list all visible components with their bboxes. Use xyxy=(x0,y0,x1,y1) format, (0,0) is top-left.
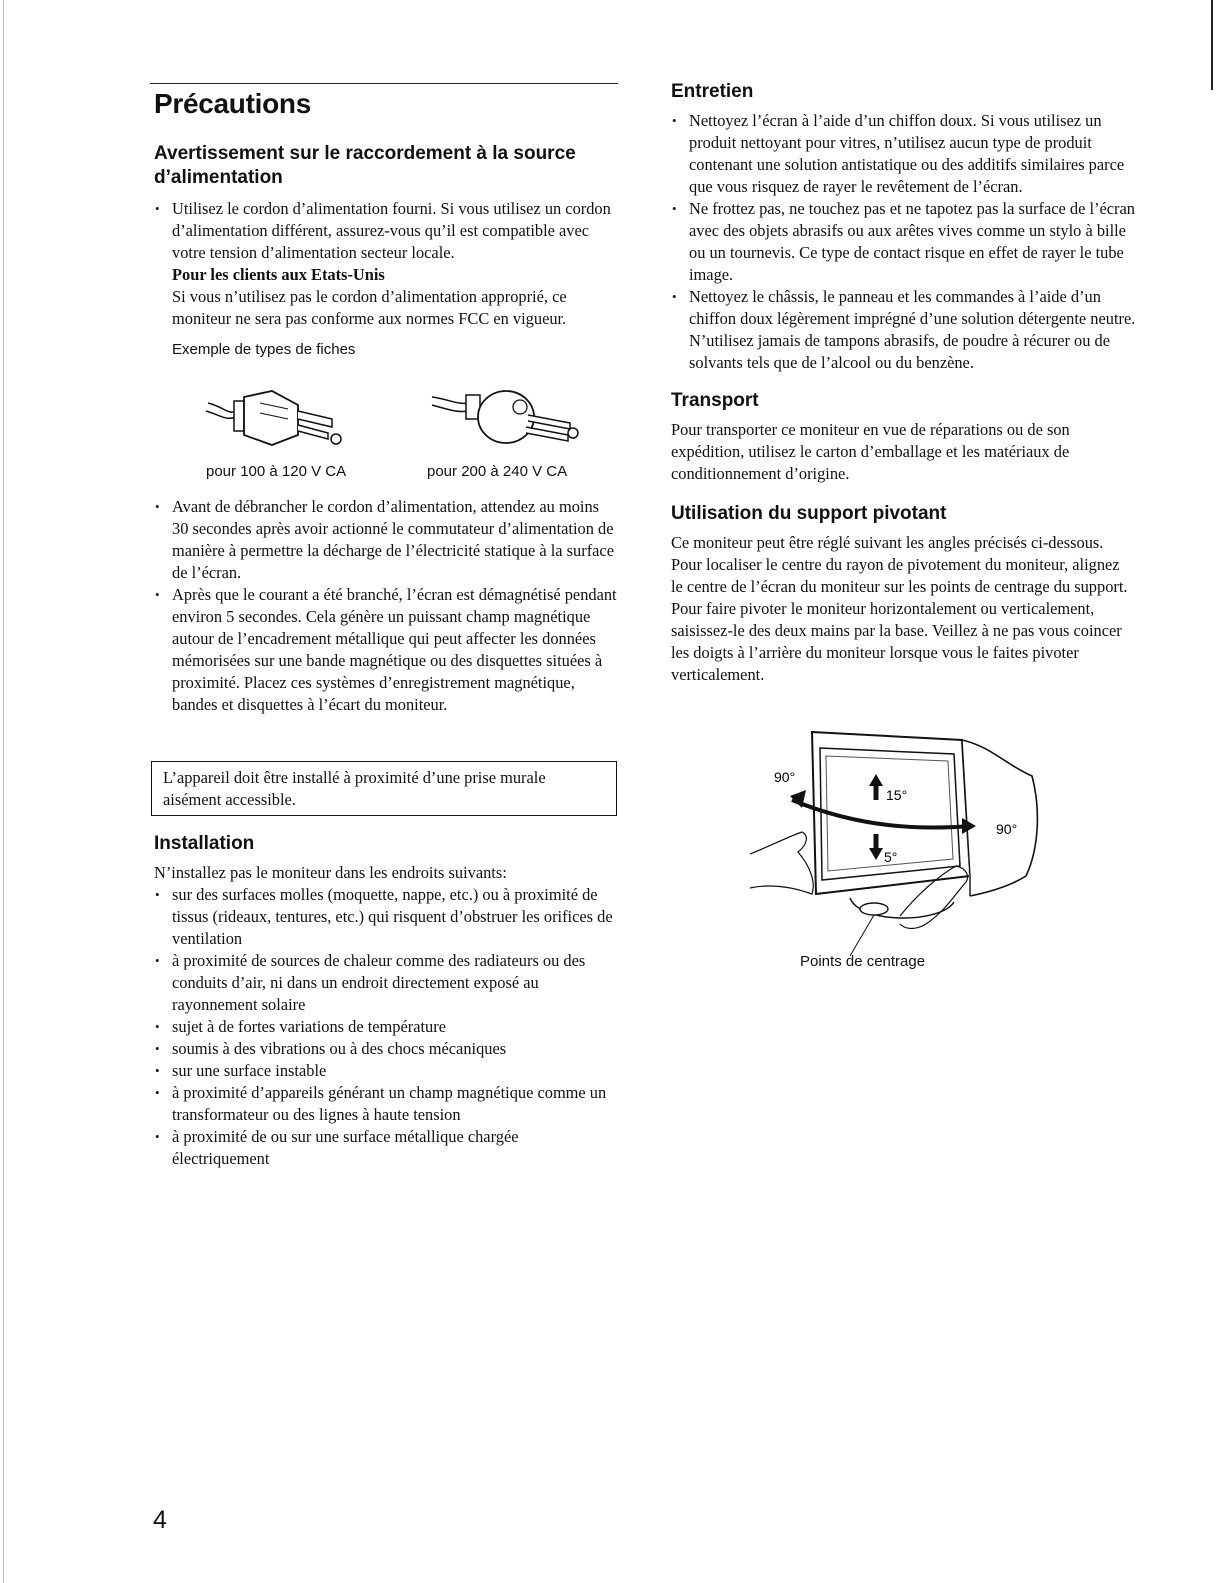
plug-us-label: pour 100 à 120 V CA xyxy=(206,463,347,480)
centering-points-caption: Points de centrage xyxy=(800,953,926,970)
plug-us-illustration xyxy=(200,383,350,455)
swivel-label-90-left: 90° xyxy=(774,769,796,785)
page-number: 4 xyxy=(153,1506,167,1534)
power-item-2: • Avant de débrancher le cordon d’alimentation, attendez au moins 30 secondes après avoir actionné le commutateur d’alimentation de manière à permettre la décharge de l’électricité statique à la surface de l’écran. xyxy=(154,496,618,584)
transport-section xyxy=(671,389,1111,485)
maintenance-section xyxy=(671,80,1139,374)
page-title: Précautions xyxy=(154,88,311,119)
swivel-label-up: 15° xyxy=(886,787,908,803)
installation-item: • sujet à de fortes variations de température xyxy=(154,1016,618,1038)
installation-item: • à proximité d’appareils générant un champ magnétique comme un transformateur ou des lignes à haute tension xyxy=(154,1082,618,1126)
maintenance-heading: Entretien xyxy=(671,81,754,102)
maintenance-item: • Nettoyez l’écran à l’aide d’un chiffon doux. Si vous utilisez un produit nettoyant pour vitres, n’utilisez aucun type de produit contenant une solution antistatique ou des additifs similaires parce que vous risquez de rayer le revêtement de l’écran. xyxy=(671,110,1139,198)
scan-edge-right xyxy=(1211,0,1213,90)
swivel-section xyxy=(671,502,1135,686)
power-section xyxy=(154,142,618,330)
installation-item: • à proximité de sources de chaleur comme des radiateurs ou des conduits d’air, ni dans un endroit directement exposé au rayonnement solaire xyxy=(154,950,618,1016)
monitor-swivel-illustration xyxy=(740,726,1060,961)
installation-item: • sur des surfaces molles (moquette, nappe, etc.) ou à proximité de tissus (rideaux, tentures, etc.) qui risquent d’obstruer les orifices de ventilation xyxy=(154,884,618,950)
swivel-text-2: Pour faire pivoter le moniteur horizontalement ou verticalement, saisissez-le des deux mains par la base. Veillez à ne pas vous coincer les doigts à l’arrière du moniteur lorsque vous le faites pivoter verticalement. xyxy=(671,599,1122,684)
power-item-1-text: Utilisez le cordon d’alimentation fourni. Si vous utilisez un cordon d’alimentation différent, assurez-vous qu’il est compatible avec votre tension d’alimentation secteur locale. xyxy=(172,199,611,262)
installation-heading: Installation xyxy=(154,833,255,854)
installation-section xyxy=(154,832,618,1170)
plug-caption: Exemple de types de fiches xyxy=(172,341,356,358)
swivel-heading: Utilisation du support pivotant xyxy=(671,503,947,524)
title-rule xyxy=(150,83,618,84)
swivel-label-down: 5° xyxy=(884,849,898,865)
installation-intro: N’installez pas le moniteur dans les endroits suivants: xyxy=(154,863,507,882)
power-item-1 xyxy=(154,198,618,330)
power-heading: Avertissement sur le raccordement à la source d’alimentation xyxy=(154,143,576,188)
plug-eu-illustration xyxy=(428,381,588,453)
transport-text: Pour transporter ce moniteur en vue de réparations ou de son expédition, utilisez le carton d’emballage et les matériaux de conditionnement d’origine. xyxy=(671,420,1070,483)
us-customers-heading: Pour les clients aux Etats-Unis xyxy=(172,265,385,284)
swivel-label-90-right: 90° xyxy=(996,821,1018,837)
installation-notice-text: L’appareil doit être installé à proximité d’une prise murale aisément accessible. xyxy=(163,768,546,809)
power-items-list xyxy=(154,496,618,716)
us-customers-text: Si vous n’utilisez pas le cordon d’alimentation approprié, ce moniteur ne sera pas conforme aux normes FCC en vigueur. xyxy=(172,287,567,328)
maintenance-item: • Ne frottez pas, ne touchez pas et ne tapotez pas la surface de l’écran avec des objets abrasifs ou aux arêtes vives comme un stylo à bille ou un tournevis. Ce type de contact risque en effet de rayer le tube image. xyxy=(671,198,1139,286)
installation-notice-box xyxy=(151,761,617,816)
installation-item: • à proximité de ou sur une surface métallique chargée électriquement xyxy=(154,1126,618,1170)
transport-heading: Transport xyxy=(671,390,759,411)
power-item-3: • Après que le courant a été branché, l’écran est démagnétisé pendant environ 5 secondes. Cela génère un puissant champ magnétique autour de l’encadrement métallique qui peut affecter les données mémorisées sur une bande magnétique ou des disquettes situées à proximité. Placez ces systèmes d’enregistrement magnétique, bandes et disquettes à l’écart du moniteur. xyxy=(154,584,618,716)
plug-eu-label: pour 200 à 240 V CA xyxy=(427,463,568,480)
swivel-text-1: Ce moniteur peut être réglé suivant les angles précisés ci-dessous. Pour localiser le centre du rayon de pivotement du moniteur, alignez le centre de l’écran du moniteur sur les points de centrage du support. xyxy=(671,533,1128,596)
scan-edge-left xyxy=(3,0,4,1583)
installation-item: • sur une surface instable xyxy=(154,1060,618,1082)
maintenance-item: • Nettoyez le châssis, le panneau et les commandes à l’aide d’un chiffon doux légèrement imprégné d’une solution détergente neutre. N’utilisez jamais de tampons abrasifs, de poudre à récurer ou de solvants tels que de l’alcool ou du benzène. xyxy=(671,286,1139,374)
installation-item: • soumis à des vibrations ou à des chocs mécaniques xyxy=(154,1038,618,1060)
